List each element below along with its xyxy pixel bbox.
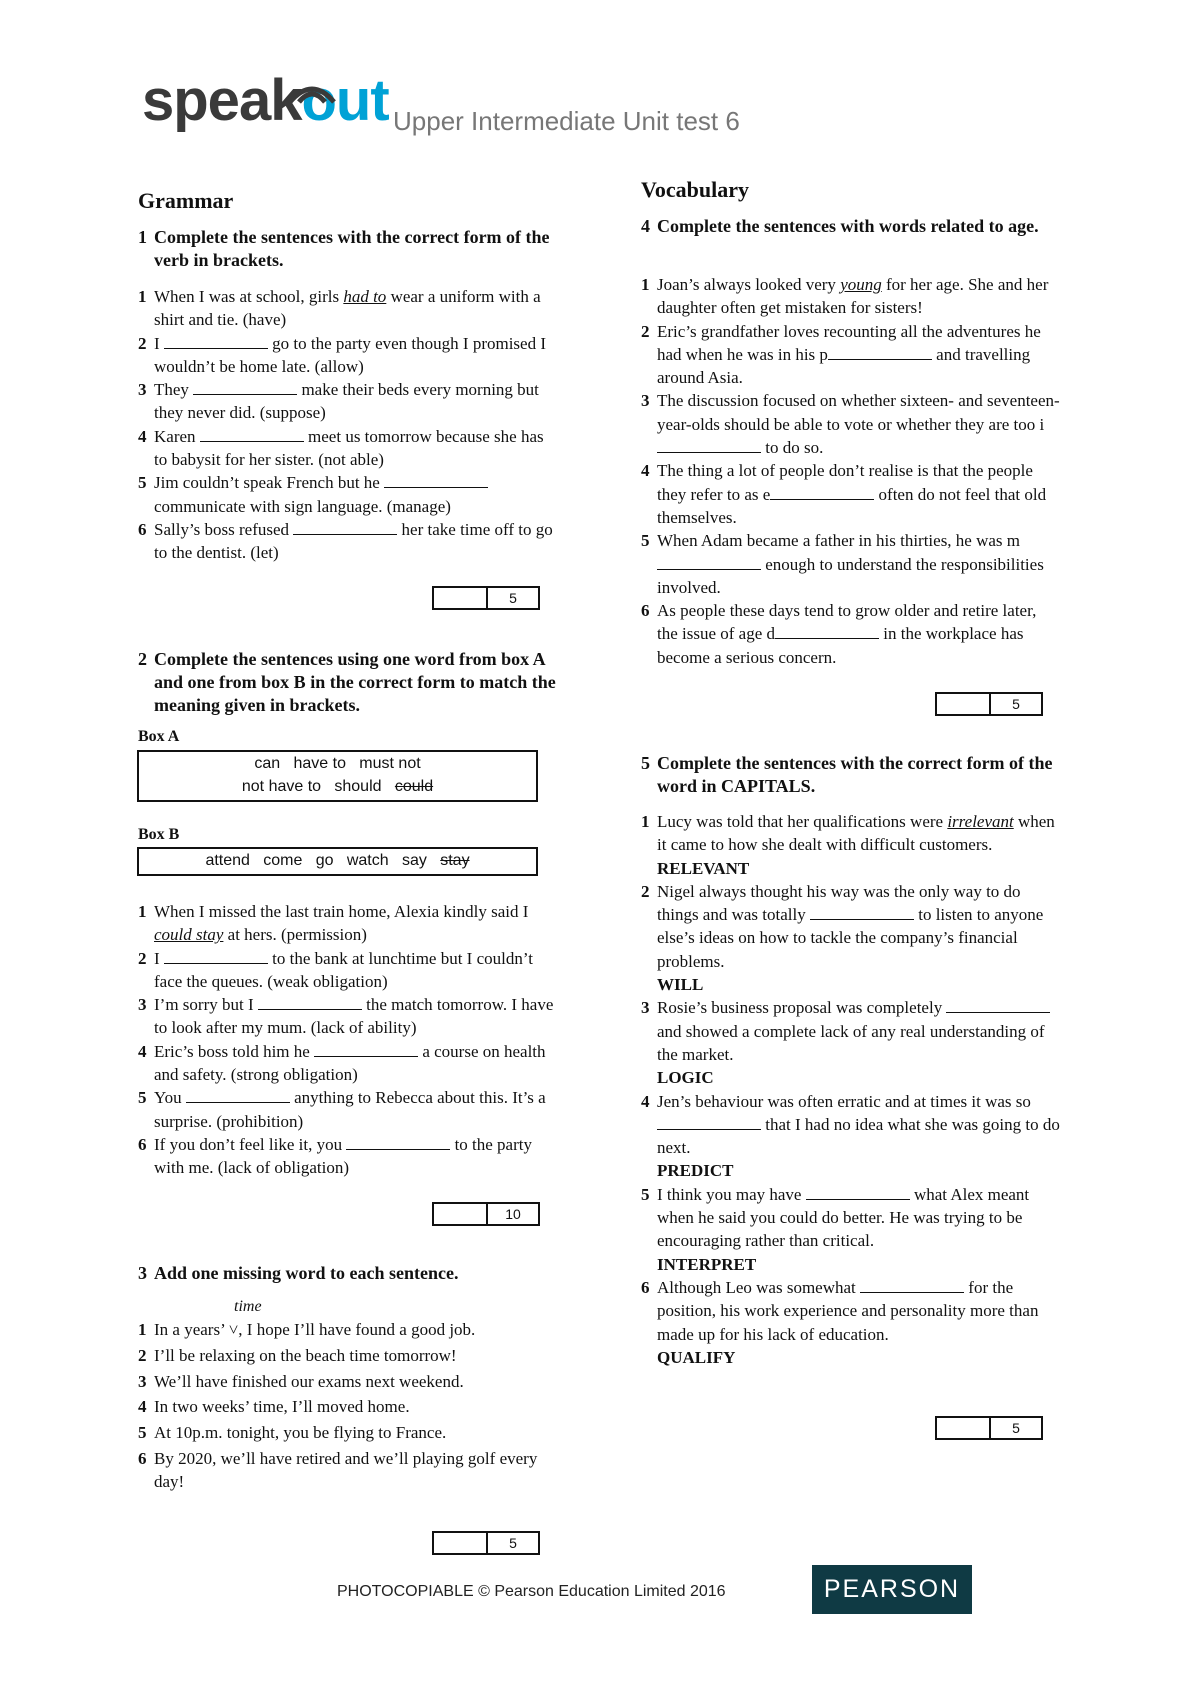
question-number: 2 [138,1345,147,1365]
question-text-end: for the position, his work experience and personality more than made up for his lack of education. [657,1277,1039,1344]
question-number: 1 [138,1320,147,1339]
question-number: 4 [138,1397,147,1417]
ex2-list [138,900,558,1180]
copyright-notice: PHOTOCOPIABLE © Pearson Education Limited 2016 [337,1583,726,1600]
answer-blank[interactable] [810,905,914,920]
question-item [138,285,558,332]
answer-blank[interactable] [314,1042,418,1057]
answer-blank[interactable] [193,380,297,395]
question-text: In a years’ ˅, I hope I’ll have found a good job. [154,1320,476,1339]
question-text-end: at hers. (permission) [223,925,367,945]
question-item [641,599,1061,669]
ex4-score-box: 5 [935,692,1043,716]
answer-blank[interactable] [200,427,304,442]
question-text-end: in the workplace has become a serious concern. [657,624,1024,667]
question-number: 5 [138,1423,147,1443]
question-text-end: communicate with sign language. (manage) [154,496,451,516]
question-text-end: often do not feel that old themselves. [657,484,1047,527]
question-item [138,378,558,425]
ex3-score-box: 5 [432,1531,540,1555]
question-number: 2 [641,881,650,901]
question-item [138,425,558,472]
question-item [138,1395,558,1418]
ex3-list [138,1318,558,1496]
ex2-instruction: 2 Complete the sentences using one word from box A and one from box B in the correct form to match the meaning given in brackets. [138,649,556,715]
question-text-end: the match tomorrow. I have to look after my mum. (lack of ability) [154,995,554,1038]
capitals-word: INTERPRET [657,1254,757,1274]
answer-blank[interactable] [946,998,1050,1013]
page-subtitle: Upper Intermediate Unit test 6 [393,106,740,136]
question-item [641,389,1061,459]
box-a [137,750,538,802]
question-text-end: and showed a complete lack of any real understanding of the market. [657,1021,1045,1064]
question-number: 5 [138,1088,147,1108]
ex2-score-box: 10 [432,1202,540,1226]
question-text-start: Sally’s boss refused [154,519,294,539]
example-answer: irrelevant [947,812,1014,831]
example-answer: had to [343,287,387,306]
question-item [641,529,1061,599]
question-text-start: I’m sorry but I [154,995,258,1015]
question-text-start: Jim couldn’t speak French but he [154,473,385,493]
question-text-start: I think you may have [657,1184,806,1204]
question-item [641,880,1061,996]
answer-blank[interactable] [770,485,874,500]
answer-blank[interactable] [293,520,397,535]
vocabulary-heading: Vocabulary [641,177,749,202]
question-number: 4 [138,426,147,446]
question-number: 3 [138,1371,147,1391]
question-text: We’ll have finished our exams next weekend. [154,1371,464,1391]
question-text-start: Jen’s behaviour was often erratic and at times it was so [657,1091,1031,1111]
question-item [138,1040,558,1087]
answer-blank[interactable] [384,473,488,488]
answer-blank[interactable] [657,438,761,453]
capitals-word: WILL [657,975,704,995]
box-b-words: attend come go watch say [205,852,441,869]
question-number: 4 [138,1041,147,1061]
question-item [641,810,1061,880]
question-text-start: As people these days tend to grow older and retire later, the issue of age d [657,601,1037,644]
capitals-word: RELEVANT [657,858,750,878]
question-item [641,1276,1061,1369]
question-item [138,993,558,1040]
question-item [641,996,1061,1089]
question-text-end: to the bank at lunchtime but I couldn’t face the queues. (weak obligation) [154,948,533,991]
question-number: 6 [641,601,650,621]
question-text-end: that I had no idea what she was going to do next. [657,1114,1060,1158]
question-number: 4 [641,461,650,481]
question-text-end: a course on health and safety. (strong obligation) [154,1041,546,1085]
question-item [138,471,558,518]
question-text-start: They [154,380,194,400]
ex1-score-box: 5 [432,586,540,610]
capitals-word: LOGIC [657,1068,714,1088]
question-number: 1 [641,275,650,294]
question-text-end: go to the party even though I promised I wouldn’t be home late. (allow) [154,333,546,376]
question-item [138,518,558,565]
question-text-end: meet us tomorrow because she has to babysit for her sister. (not able) [154,426,544,470]
question-number: 3 [138,380,147,400]
answer-blank[interactable] [657,1115,761,1130]
question-text-start: When Adam became a father in his thirties, he was m [657,531,1021,551]
question-item [138,332,558,379]
answer-blank[interactable] [860,1278,964,1293]
answer-blank[interactable] [258,995,362,1010]
answer-blank[interactable] [346,1135,450,1150]
question-text-start: You [154,1088,186,1108]
capitals-word: PREDICT [657,1161,734,1181]
question-item [138,1421,558,1444]
question-text-start: Although Leo was somewhat [657,1277,861,1297]
ex1-instruction: 1 Complete the sentences with the correct form of the verb in brackets. [138,227,550,270]
question-item [138,1086,558,1133]
question-text-end: what Alex meant when he said you could do better. He was trying to be encouraging rather than critical. [657,1184,1030,1251]
question-text-start: The thing a lot of people don’t realise is that the people they refer to as e [657,461,1033,504]
inserted-word: time [234,1298,262,1315]
question-item [138,1344,558,1367]
ex4-list [641,273,1061,669]
question-text-start: When I was at school, girls [154,287,344,306]
answer-blank[interactable] [164,334,268,349]
question-item [138,1370,558,1393]
question-item [138,1318,558,1341]
question-text-start: I [154,333,164,353]
box-b-label: Box B [138,826,180,843]
question-item [641,273,1061,320]
answer-blank[interactable] [186,1088,290,1103]
question-text-end: make their beds every morning but they never did. (suppose) [154,380,539,423]
answer-blank[interactable] [806,1185,910,1200]
question-text-end: enough to understand the responsibilities involved. [657,554,1044,597]
question-item [641,1183,1061,1276]
question-number: 5 [138,473,147,493]
question-text-start: Karen [154,426,200,446]
question-number: 2 [138,948,147,968]
question-text-start: Rosie’s business proposal was completely [657,998,947,1018]
ex1-list [138,285,558,565]
ex5-score-box: 5 [935,1416,1043,1440]
answer-blank[interactable] [164,949,268,964]
box-a-line2: not have to should [241,778,395,795]
question-number: 6 [138,1448,147,1468]
box-b [137,847,538,876]
box-a-label: Box A [138,728,180,745]
question-number: 5 [641,531,650,551]
question-text-start: Lucy was told that her qualifications were [657,812,948,831]
question-text-end: for her age. She and her daughter often get mistaken for sisters! [657,275,1049,318]
question-number: 1 [138,902,147,921]
box-b-struck-word: stay [440,852,470,869]
question-number: 6 [641,1277,650,1297]
question-text-start: When I missed the last train home, Alexia kindly said I [154,902,529,921]
question-text-start: Eric’s boss told him he [154,1041,315,1061]
box-a-line1: can have to must not [254,755,421,772]
question-text-end: to the party with me. (lack of obligation) [154,1134,532,1178]
capitals-word: QUALIFY [657,1347,736,1367]
question-text-end: her take time off to go to the dentist. (let) [154,519,553,563]
question-number: 2 [641,321,650,341]
question-text-end: when it came to how she dealt with difficult customers. [657,812,1055,855]
question-number: 6 [138,519,147,539]
question-text-start: I [154,948,164,968]
pearson-logo: PEARSON [812,1565,972,1614]
question-number: 3 [138,995,147,1015]
question-number: 6 [138,1134,147,1154]
question-number: 1 [641,812,650,831]
answer-blank[interactable] [775,624,879,639]
question-text-start: Nigel always thought his way was the only way to do things and was totally [657,881,1021,925]
question-item [138,947,558,994]
question-item [138,1447,558,1494]
question-text: By 2020, we’ll have retired and we’ll playing golf every day! [154,1448,538,1492]
ex3-instruction: 3 Add one missing word to each sentence. [138,1263,459,1283]
logo-out: out [301,68,389,133]
question-text-end: to listen to anyone else’s ideas on how to tackle the company’s financial problems. [657,905,1044,971]
answer-blank[interactable] [828,345,932,360]
answer-blank[interactable] [657,555,761,570]
question-text-end: to do so. [761,438,824,458]
question-text-end: wear a uniform with a shirt and tie. (have) [154,287,541,330]
question-number: 3 [641,998,650,1018]
logo-speak: speak [142,68,302,133]
speakout-logo [142,68,389,133]
box-a-struck-word: could [394,778,434,795]
question-text-start: Joan’s always looked very [657,275,841,294]
question-text-start: The discussion focused on whether sixteen- and seventeen-year-olds should be able to vote or whether they are too i [657,391,1060,434]
question-item [641,459,1061,529]
question-text-start: Eric’s grandfather loves recounting all the adventures he had when he was in his p [657,321,1041,364]
question-text: In two weeks’ time, I’ll moved home. [154,1397,410,1417]
example-answer: could stay [154,925,224,945]
question-number: 5 [641,1184,650,1204]
question-item [641,320,1061,390]
ex4-instruction: 4 Complete the sentences with words related to age. [641,216,1039,236]
question-item [138,1133,558,1180]
question-item [641,1090,1061,1183]
grammar-heading: Grammar [138,188,234,213]
question-number: 4 [641,1091,650,1111]
ex5-list [641,810,1061,1369]
ex5-instruction: 5 Complete the sentences with the correct form of the word in CAPITALS. [641,753,1053,796]
signal-arcs-icon [282,72,342,106]
question-text-end: and travelling around Asia. [657,344,1031,388]
question-number: 1 [138,287,147,306]
question-text-start: If you don’t feel like it, you [154,1134,347,1154]
example-answer: young [840,275,882,294]
question-number: 2 [138,333,147,353]
question-number: 3 [641,391,650,411]
question-text: I’ll be relaxing on the beach time tomorrow! [154,1345,457,1365]
question-text-end: anything to Rebecca about this. It’s a surprise. (prohibition) [154,1088,546,1131]
question-item [138,900,558,947]
question-text: At 10p.m. tonight, you be flying to France. [154,1423,447,1443]
